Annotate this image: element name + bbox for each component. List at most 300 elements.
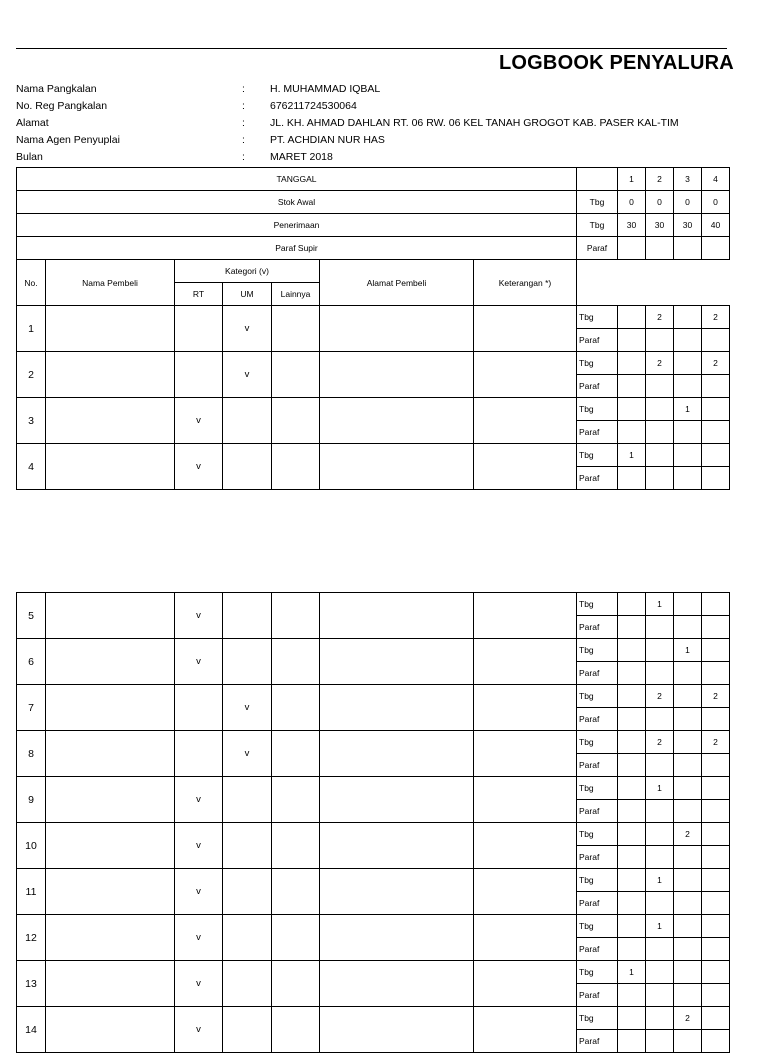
paraf-signature-cell: [702, 846, 730, 869]
logbook-table-page-1: [16, 167, 730, 490]
category-rt-cell: v: [175, 961, 223, 1007]
paraf-signature-cell: [702, 329, 730, 352]
tbg-quantity-cell: [702, 915, 730, 938]
tbg-quantity-cell: [702, 961, 730, 984]
buyer-name-cell: [46, 444, 175, 490]
category-um-cell: [223, 869, 272, 915]
penerimaan-row: [17, 214, 730, 237]
note-cell: [474, 869, 577, 915]
paraf-unit-label: Paraf: [577, 616, 618, 639]
paraf-signature-cell: [674, 754, 702, 777]
tbg-quantity-cell: [618, 731, 646, 754]
tanggal-row-value: 4: [702, 168, 730, 191]
tbg-quantity-cell: 2: [674, 823, 702, 846]
stok-awal-row-value: 0: [646, 191, 674, 214]
paraf-signature-cell: [674, 375, 702, 398]
stok-awal-row-unit: Tbg: [577, 191, 618, 214]
tbg-quantity-cell: [618, 639, 646, 662]
paraf-signature-cell: [646, 984, 674, 1007]
category-rt-cell: v: [175, 398, 223, 444]
paraf-unit-label: Paraf: [577, 375, 618, 398]
category-lainnya-cell: [272, 1007, 320, 1053]
category-lainnya-cell: [272, 352, 320, 398]
penerimaan-row-value: 40: [702, 214, 730, 237]
note-cell: [474, 915, 577, 961]
table-row: [17, 915, 730, 938]
paraf-signature-cell: [618, 708, 646, 731]
table-row: [17, 823, 730, 846]
paraf-unit-label: Paraf: [577, 984, 618, 1007]
category-um-cell: [223, 593, 272, 639]
paraf-signature-cell: [674, 1030, 702, 1053]
info-colon: :: [242, 151, 245, 163]
buyer-name-cell: [46, 777, 175, 823]
paraf-unit-label: Paraf: [577, 846, 618, 869]
tbg-unit-label: Tbg: [577, 823, 618, 846]
tbg-unit-label: Tbg: [577, 306, 618, 329]
category-rt-cell: v: [175, 1007, 223, 1053]
tbg-quantity-cell: 1: [646, 915, 674, 938]
table-row: [17, 777, 730, 800]
row-number: 6: [17, 639, 46, 685]
paraf-signature-cell: [702, 984, 730, 1007]
tbg-quantity-cell: 1: [674, 639, 702, 662]
header-lainnya: Lainnya: [272, 283, 320, 306]
top-rule: [16, 48, 727, 49]
paraf-signature-cell: [618, 467, 646, 490]
buyer-name-cell: [46, 398, 175, 444]
paraf-supir-row-value: [702, 237, 730, 260]
category-lainnya-cell: [272, 306, 320, 352]
buyer-address-cell: [320, 961, 474, 1007]
paraf-signature-cell: [646, 754, 674, 777]
row-number: 9: [17, 777, 46, 823]
category-um-cell: v: [223, 352, 272, 398]
category-um-cell: [223, 1007, 272, 1053]
category-um-cell: [223, 777, 272, 823]
tbg-quantity-cell: [646, 398, 674, 421]
info-colon: :: [242, 134, 245, 146]
row-number: 2: [17, 352, 46, 398]
info-row: [16, 115, 728, 132]
paraf-supir-row-label: Paraf Supir: [17, 237, 577, 260]
info-colon: :: [242, 117, 245, 129]
note-cell: [474, 639, 577, 685]
table-row: [17, 306, 730, 329]
header-rt: RT: [175, 283, 223, 306]
paraf-signature-cell: [702, 938, 730, 961]
info-colon: :: [242, 83, 245, 95]
category-um-cell: [223, 915, 272, 961]
category-um-cell: [223, 444, 272, 490]
table-row: [17, 593, 730, 616]
paraf-unit-label: Paraf: [577, 754, 618, 777]
tbg-quantity-cell: 2: [674, 1007, 702, 1030]
tbg-quantity-cell: [674, 444, 702, 467]
row-number: 8: [17, 731, 46, 777]
buyer-address-cell: [320, 398, 474, 444]
paraf-signature-cell: [646, 421, 674, 444]
tbg-quantity-cell: 2: [646, 685, 674, 708]
paraf-signature-cell: [646, 616, 674, 639]
tbg-unit-label: Tbg: [577, 777, 618, 800]
category-rt-cell: v: [175, 777, 223, 823]
category-lainnya-cell: [272, 398, 320, 444]
table-row: [17, 685, 730, 708]
category-rt-cell: [175, 731, 223, 777]
tbg-quantity-cell: 2: [702, 352, 730, 375]
info-label: No. Reg Pangkalan: [16, 100, 108, 112]
paraf-supir-row-value: [646, 237, 674, 260]
info-value: JL. KH. AHMAD DAHLAN RT. 06 RW. 06 KEL TANAH GROGOT KAB. PASER KAL-TIM: [270, 117, 679, 129]
paraf-signature-cell: [618, 800, 646, 823]
table-row: [17, 1007, 730, 1030]
category-um-cell: v: [223, 731, 272, 777]
note-cell: [474, 731, 577, 777]
info-value: 676211724530064: [270, 100, 357, 112]
category-um-cell: v: [223, 685, 272, 731]
stok-awal-row-value: 0: [674, 191, 702, 214]
paraf-unit-label: Paraf: [577, 800, 618, 823]
paraf-signature-cell: [618, 1030, 646, 1053]
info-value: PT. ACHDIAN NUR HAS: [270, 134, 385, 146]
paraf-signature-cell: [674, 616, 702, 639]
note-cell: [474, 352, 577, 398]
table-row: [17, 961, 730, 984]
tbg-unit-label: Tbg: [577, 444, 618, 467]
row-number: 7: [17, 685, 46, 731]
tbg-unit-label: Tbg: [577, 398, 618, 421]
paraf-unit-label: Paraf: [577, 329, 618, 352]
paraf-signature-cell: [618, 846, 646, 869]
row-number: 14: [17, 1007, 46, 1053]
tbg-quantity-cell: 1: [646, 869, 674, 892]
category-rt-cell: [175, 352, 223, 398]
tbg-quantity-cell: [646, 961, 674, 984]
buyer-address-cell: [320, 306, 474, 352]
tbg-unit-label: Tbg: [577, 639, 618, 662]
info-label: Alamat: [16, 117, 49, 129]
category-lainnya-cell: [272, 639, 320, 685]
penerimaan-row-value: 30: [674, 214, 702, 237]
tbg-quantity-cell: [618, 306, 646, 329]
paraf-signature-cell: [674, 329, 702, 352]
table-row: [17, 352, 730, 375]
paraf-signature-cell: [702, 800, 730, 823]
note-cell: [474, 444, 577, 490]
row-number: 13: [17, 961, 46, 1007]
table-row: [17, 731, 730, 754]
tbg-quantity-cell: 1: [646, 777, 674, 800]
paraf-signature-cell: [646, 329, 674, 352]
stok-awal-row-value: 0: [618, 191, 646, 214]
note-cell: [474, 306, 577, 352]
paraf-unit-label: Paraf: [577, 467, 618, 490]
penerimaan-row-value: 30: [618, 214, 646, 237]
paraf-signature-cell: [702, 616, 730, 639]
buyer-name-cell: [46, 306, 175, 352]
header-blank: [577, 260, 730, 306]
tbg-quantity-cell: [646, 444, 674, 467]
info-colon: :: [242, 100, 245, 112]
tbg-quantity-cell: [618, 1007, 646, 1030]
row-number: 11: [17, 869, 46, 915]
buyer-address-cell: [320, 869, 474, 915]
page-title: LOGBOOK PENYALURA: [499, 52, 734, 74]
info-value: MARET 2018: [270, 151, 333, 163]
tbg-quantity-cell: [702, 639, 730, 662]
paraf-supir-row-value: [618, 237, 646, 260]
tbg-unit-label: Tbg: [577, 915, 618, 938]
table-row: [17, 398, 730, 421]
category-um-cell: [223, 639, 272, 685]
tbg-quantity-cell: [674, 915, 702, 938]
category-lainnya-cell: [272, 915, 320, 961]
info-row: [16, 98, 728, 115]
note-cell: [474, 961, 577, 1007]
tbg-quantity-cell: [618, 685, 646, 708]
paraf-unit-label: Paraf: [577, 708, 618, 731]
paraf-signature-cell: [618, 754, 646, 777]
category-rt-cell: v: [175, 869, 223, 915]
header-alamat-pembeli: Alamat Pembeli: [320, 260, 474, 306]
buyer-address-cell: [320, 444, 474, 490]
buyer-address-cell: [320, 685, 474, 731]
paraf-signature-cell: [646, 800, 674, 823]
tbg-quantity-cell: [618, 823, 646, 846]
header-kategori: Kategori (v): [175, 260, 320, 283]
paraf-signature-cell: [646, 467, 674, 490]
penerimaan-row-label: Penerimaan: [17, 214, 577, 237]
stok-awal-row-label: Stok Awal: [17, 191, 577, 214]
paraf-signature-cell: [646, 1030, 674, 1053]
paraf-signature-cell: [674, 421, 702, 444]
buyer-name-cell: [46, 639, 175, 685]
category-um-cell: [223, 961, 272, 1007]
tbg-quantity-cell: 2: [646, 306, 674, 329]
paraf-signature-cell: [646, 662, 674, 685]
buyer-address-cell: [320, 777, 474, 823]
tbg-quantity-cell: 2: [646, 731, 674, 754]
buyer-name-cell: [46, 593, 175, 639]
category-lainnya-cell: [272, 869, 320, 915]
category-rt-cell: v: [175, 823, 223, 869]
buyer-name-cell: [46, 915, 175, 961]
paraf-signature-cell: [702, 467, 730, 490]
tbg-quantity-cell: [646, 823, 674, 846]
paraf-signature-cell: [674, 984, 702, 1007]
category-rt-cell: v: [175, 444, 223, 490]
tbg-quantity-cell: [618, 352, 646, 375]
category-um-cell: [223, 823, 272, 869]
row-number: 1: [17, 306, 46, 352]
paraf-signature-cell: [674, 846, 702, 869]
note-cell: [474, 593, 577, 639]
paraf-unit-label: Paraf: [577, 1030, 618, 1053]
buyer-address-cell: [320, 915, 474, 961]
tanggal-row-value: 3: [674, 168, 702, 191]
paraf-signature-cell: [674, 938, 702, 961]
tanggal-row-value: 2: [646, 168, 674, 191]
buyer-address-cell: [320, 823, 474, 869]
table-row: [17, 639, 730, 662]
buyer-address-cell: [320, 352, 474, 398]
tbg-quantity-cell: [674, 306, 702, 329]
paraf-signature-cell: [702, 1030, 730, 1053]
tbg-quantity-cell: [702, 398, 730, 421]
category-um-cell: v: [223, 306, 272, 352]
paraf-signature-cell: [618, 616, 646, 639]
paraf-signature-cell: [618, 984, 646, 1007]
tbg-quantity-cell: [674, 961, 702, 984]
buyer-name-cell: [46, 352, 175, 398]
paraf-signature-cell: [702, 375, 730, 398]
tbg-quantity-cell: 2: [702, 731, 730, 754]
paraf-unit-label: Paraf: [577, 892, 618, 915]
info-label: Nama Pangkalan: [16, 83, 97, 95]
tbg-quantity-cell: [702, 444, 730, 467]
paraf-signature-cell: [702, 708, 730, 731]
paraf-signature-cell: [674, 892, 702, 915]
tbg-quantity-cell: [674, 731, 702, 754]
category-rt-cell: v: [175, 915, 223, 961]
buyer-name-cell: [46, 685, 175, 731]
paraf-unit-label: Paraf: [577, 662, 618, 685]
tbg-unit-label: Tbg: [577, 352, 618, 375]
row-number: 10: [17, 823, 46, 869]
header-um: UM: [223, 283, 272, 306]
paraf-signature-cell: [702, 754, 730, 777]
paraf-signature-cell: [618, 329, 646, 352]
tbg-quantity-cell: [618, 593, 646, 616]
paraf-supir-row-unit: Paraf: [577, 237, 618, 260]
note-cell: [474, 777, 577, 823]
tbg-quantity-cell: 1: [646, 593, 674, 616]
stok-awal-row-value: 0: [702, 191, 730, 214]
tbg-unit-label: Tbg: [577, 961, 618, 984]
buyer-name-cell: [46, 731, 175, 777]
buyer-name-cell: [46, 1007, 175, 1053]
stok-awal-row: [17, 191, 730, 214]
category-lainnya-cell: [272, 961, 320, 1007]
tbg-unit-label: Tbg: [577, 869, 618, 892]
info-value: H. MUHAMMAD IQBAL: [270, 83, 381, 95]
tbg-unit-label: Tbg: [577, 685, 618, 708]
paraf-unit-label: Paraf: [577, 421, 618, 444]
tanggal-row: [17, 168, 730, 191]
paraf-signature-cell: [674, 467, 702, 490]
header-nama-pembeli: Nama Pembeli: [46, 260, 175, 306]
header-no: No.: [17, 260, 46, 306]
buyer-name-cell: [46, 869, 175, 915]
paraf-signature-cell: [646, 375, 674, 398]
buyer-name-cell: [46, 823, 175, 869]
tbg-quantity-cell: [702, 1007, 730, 1030]
tbg-quantity-cell: [702, 823, 730, 846]
paraf-signature-cell: [674, 708, 702, 731]
category-lainnya-cell: [272, 731, 320, 777]
paraf-signature-cell: [702, 421, 730, 444]
category-rt-cell: v: [175, 639, 223, 685]
tbg-quantity-cell: 2: [702, 306, 730, 329]
note-cell: [474, 1007, 577, 1053]
paraf-signature-cell: [646, 846, 674, 869]
table-row: [17, 869, 730, 892]
note-cell: [474, 823, 577, 869]
row-number: 3: [17, 398, 46, 444]
penerimaan-row-unit: Tbg: [577, 214, 618, 237]
paraf-signature-cell: [618, 892, 646, 915]
paraf-signature-cell: [618, 662, 646, 685]
tbg-quantity-cell: [702, 869, 730, 892]
category-lainnya-cell: [272, 823, 320, 869]
header-keterangan: Keterangan *): [474, 260, 577, 306]
buyer-address-cell: [320, 731, 474, 777]
info-label: Bulan: [16, 151, 43, 163]
buyer-name-cell: [46, 961, 175, 1007]
tbg-quantity-cell: [674, 352, 702, 375]
tbg-quantity-cell: [618, 869, 646, 892]
paraf-signature-cell: [702, 662, 730, 685]
tbg-quantity-cell: [674, 593, 702, 616]
paraf-signature-cell: [646, 938, 674, 961]
info-label: Nama Agen Penyuplai: [16, 134, 120, 146]
paraf-unit-label: Paraf: [577, 938, 618, 961]
tbg-quantity-cell: 1: [674, 398, 702, 421]
tbg-quantity-cell: [702, 777, 730, 800]
category-um-cell: [223, 398, 272, 444]
tbg-quantity-cell: 2: [646, 352, 674, 375]
row-number: 12: [17, 915, 46, 961]
paraf-supir-row: [17, 237, 730, 260]
category-lainnya-cell: [272, 593, 320, 639]
row-number: 4: [17, 444, 46, 490]
info-row: [16, 132, 728, 149]
category-lainnya-cell: [272, 444, 320, 490]
tbg-quantity-cell: [618, 398, 646, 421]
buyer-address-cell: [320, 593, 474, 639]
category-lainnya-cell: [272, 777, 320, 823]
paraf-signature-cell: [674, 800, 702, 823]
category-rt-cell: v: [175, 593, 223, 639]
tbg-quantity-cell: 2: [702, 685, 730, 708]
paraf-signature-cell: [646, 892, 674, 915]
tbg-quantity-cell: [674, 777, 702, 800]
paraf-supir-row-value: [674, 237, 702, 260]
tanggal-row-value: 1: [618, 168, 646, 191]
tbg-quantity-cell: [646, 1007, 674, 1030]
buyer-address-cell: [320, 639, 474, 685]
tbg-unit-label: Tbg: [577, 593, 618, 616]
note-cell: [474, 685, 577, 731]
tbg-unit-label: Tbg: [577, 1007, 618, 1030]
tbg-quantity-cell: 1: [618, 444, 646, 467]
tanggal-row-unit: [577, 168, 618, 191]
paraf-signature-cell: [674, 662, 702, 685]
info-row: [16, 149, 728, 166]
category-lainnya-cell: [272, 685, 320, 731]
paraf-signature-cell: [702, 892, 730, 915]
paraf-signature-cell: [646, 708, 674, 731]
note-cell: [474, 398, 577, 444]
tbg-quantity-cell: [618, 777, 646, 800]
tbg-quantity-cell: [646, 639, 674, 662]
tbg-quantity-cell: [618, 915, 646, 938]
paraf-signature-cell: [618, 938, 646, 961]
tbg-quantity-cell: 1: [618, 961, 646, 984]
tbg-quantity-cell: [702, 593, 730, 616]
paraf-signature-cell: [618, 375, 646, 398]
